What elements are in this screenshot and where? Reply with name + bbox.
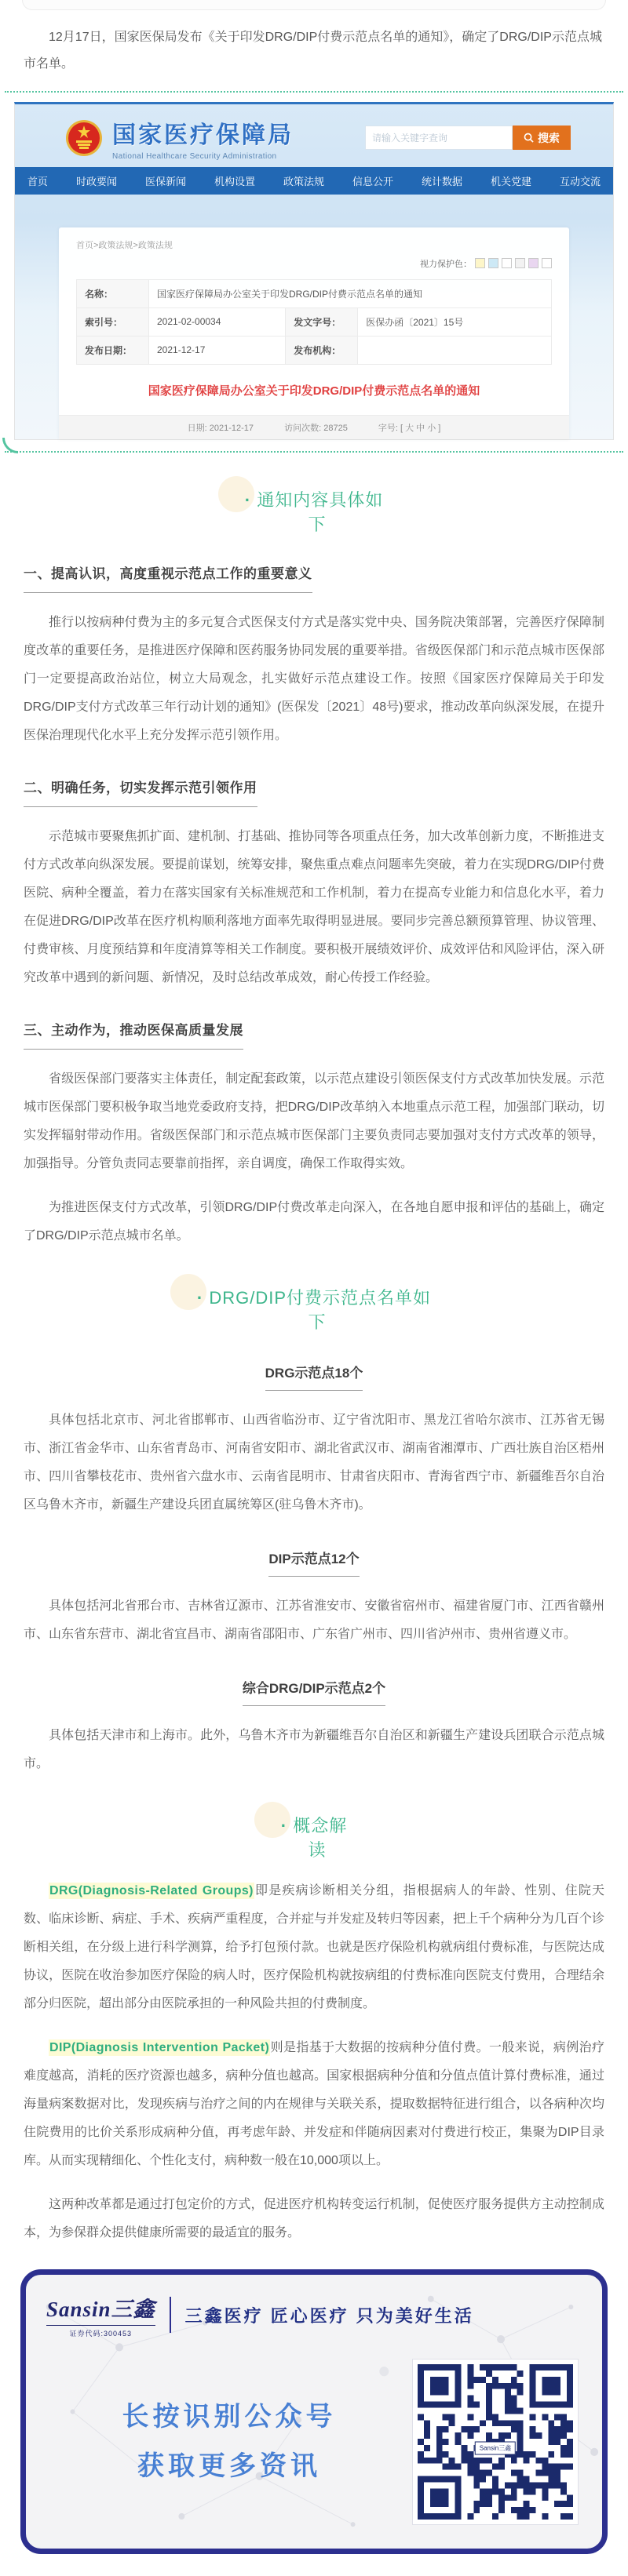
- heading-dip-list: [0, 1548, 628, 1577]
- paragraph-dip-list: 具体包括河北省邢台市、吉林省辽源市、江苏省淮安市、安徽省宿州市、福建省厦门市、江西省赣州市、山东省东营市、湖北省宜昌市、湖南省邵阳市、广东省广州市、四川省泸州市、贵州省遵义市。: [24, 1599, 604, 1641]
- search-input[interactable]: [365, 126, 513, 150]
- meta-name-value: 国家医疗保障局办公室关于印发DRG/DIP付费示范点名单的通知: [149, 279, 552, 307]
- info-visits: 访问次数: 28725: [284, 423, 348, 433]
- breadcrumb[interactable]: 首页>政策法规>政策法规: [76, 240, 173, 250]
- document-info-bar: [59, 415, 569, 439]
- eye-color-swatch[interactable]: [515, 258, 525, 268]
- green-corner-decoration: [2, 438, 18, 453]
- heading-drg-list: [0, 1362, 628, 1391]
- heading-drg-list-text: DRG示范点18个: [265, 1362, 363, 1391]
- heading-sec2: [24, 777, 604, 807]
- heading-sec3-text: 三、主动作为，推动医保高质量发展: [24, 1019, 243, 1050]
- search-button[interactable]: [513, 126, 571, 150]
- stock-code: 证券代码:300453: [46, 2325, 155, 2338]
- sansin-logo: [46, 2292, 155, 2338]
- gov-hero-background: [15, 195, 613, 227]
- nav-item-statistics[interactable]: 统计数据: [422, 175, 463, 187]
- meta-index-label: 索引号：: [77, 307, 149, 336]
- meta-docno-label: 发文字号：: [286, 307, 358, 336]
- paragraph-sec1: 推行以按病种付费为主的多元复合式医保支付方式是落实党中央、国务院决策部署，完善医疗保障制度改革的重要任务，是推进医疗保障和医药服务协同发展的重要举措。省级医保部门和示范点城市医保部门一定要提高政治站位，树立大局观念，扎实做好示范点建设工作。按照《国家医疗保障局关于印发DRG/DIP支付方式改革三年行动计划的通知》(医保发〔2021〕48号)要求，推动改革向纵深发展，在提升医保治理现代化水平上充分发挥示范引领作用。: [24, 615, 604, 742]
- intro-paragraph: 12月17日，国家医保局发布《关于印发DRG/DIP付费示范点名单的通知》，确定了DRG/DIP示范点城市名单。: [24, 31, 602, 71]
- eye-color-swatch[interactable]: [488, 258, 498, 268]
- drg-term-highlight: DRG(Diagnosis-Related Groups): [49, 1883, 254, 1897]
- gov-site-screenshot: [5, 91, 623, 453]
- heading-sec1: [24, 562, 604, 593]
- dip-term-highlight: DIP(Diagnosis Intervention Packet): [49, 2040, 270, 2054]
- brand-banner: [20, 2269, 608, 2554]
- search-button-label: 搜索: [538, 131, 560, 144]
- vertical-divider: [170, 2297, 171, 2333]
- document-meta-table: [76, 279, 552, 365]
- meta-docno-value: 医保办函〔2021〕15号: [358, 307, 552, 336]
- gov-content-card: [59, 227, 569, 439]
- nav-item-medical-news[interactable]: 医保新闻: [144, 175, 186, 187]
- heading-dip-list-text: DIP示范点12个: [268, 1548, 359, 1577]
- paragraph-sec2: 示范城市要聚焦抓扩面、建机制、打基础、推协同等各项重点任务，加大改革创新力度，不断推进支付方式改革向纵深发展。要提前谋划，统筹安排，聚焦重点难点问题率先突破，着力在实现DRG/DIP付费医院、病种全覆盖，着力在落实国家有关标准规范和工作机制，着力在提高专业能力和信息化水平，着力在促进DRG/DIP改革在医疗机构顺利落地方面率先取得明显进展。要同步完善总额预算管理、协议管理、付费审核、月度预结算和年度清算等相关工作制度。要积极开展绩效评价、成效评估和风险评估，深入研究改革中遇到的新问题、新情况，及时总结改革成效，耐心传授工作经验。: [24, 829, 604, 984]
- heading-sec2-text: 二、明确任务，切实发挥示范引领作用: [24, 777, 257, 807]
- meta-org-value: [358, 336, 552, 364]
- paragraph-sec3: 省级医保部门要落实主体责任，制定配套政策，以示范点建设引领医保支付方式改革加快发展。示范城市医保部门要积极争取当地党委政府支持，把DRG/DIP改革纳入本地重点示范工程，加强部门联动，切实发挥辐射带动作用。省级医保部门和示范点城市医保部门主要负责同志要加强对支付方式改革的领导，加强指导。分管负责同志要靠前指挥，亲自调度，确保工作取得实效。: [24, 1072, 604, 1170]
- search-icon: [524, 133, 534, 143]
- nav-item-organization[interactable]: 机构设置: [214, 175, 255, 187]
- heading-combo-list-text: 综合DRG/DIP示范点2个: [243, 1677, 385, 1706]
- nav-item-info-disclosure[interactable]: 信息公开: [352, 175, 394, 187]
- meta-index-value: 2021-02-00034: [149, 307, 286, 336]
- national-emblem-icon: [65, 119, 103, 157]
- section-header-concept: [0, 1806, 628, 1861]
- nav-item-interaction[interactable]: 互动交流: [560, 175, 601, 187]
- cta-line1: 长按识别公众号: [122, 2401, 337, 2432]
- meta-date-label: 发布日期：: [77, 336, 149, 364]
- heading-sec3: [24, 1019, 604, 1050]
- gov-site-header: [15, 104, 613, 167]
- font-size-controls[interactable]: 字号: [ 大 中 小 ]: [378, 423, 441, 433]
- qr-center-label: Sansin三鑫: [475, 2442, 516, 2455]
- paragraph-concept-dip: [24, 2034, 604, 2175]
- nav-item-policies[interactable]: 政策法规: [283, 175, 324, 187]
- heading-combo-list: [0, 1677, 628, 1706]
- eye-color-swatch[interactable]: [475, 258, 485, 268]
- drg-definition: 即是疾病诊断相关分组，指根据病人的年龄、性别、住院天数、临床诊断、病症、手术、疾病严重程度，合并症与并发症及转归等因素，把上千个病种分为几百个诊断相关组，在分级上进行科学测算，给予打包预付款。也就是医疗保险机构就病组付费标准，与医院达成协议，医院在收治参加医疗保险的病人时，医疗保险机构就按病组的付费标准向医院支付费用，合理结余部分归医院，超出部分由医院承担的一种风险共担的付费制度。: [24, 1883, 604, 2010]
- gov-site-title: 国家医疗保障局: [112, 122, 294, 148]
- section-header-notice-text: · 通知内容具体如下: [245, 490, 383, 534]
- paragraph-drg-list: 具体包括北京市、河北省邯郸市、山西省临汾市、辽宁省沈阳市、黑龙江省哈尔滨市、江苏省无锡市、浙江省金华市、山东省青岛市、河南省安阳市、湖北省武汉市、湖南省湘潭市、广西壮族自治区梧州市、四川省攀枝花市、贵州省六盘水市、云南省昆明市、甘肃省庆阳市、青海省西宁市、新疆维吾尔自治区乌鲁木齐市，新疆生产建设兵团直属统筹区(驻乌鲁木齐市)。: [24, 1413, 604, 1512]
- nav-item-party-building[interactable]: 机关党建: [491, 175, 532, 187]
- qr-code: [412, 2359, 579, 2525]
- section-header-notice: [0, 481, 628, 536]
- sansin-logo-text: Sansin三鑫: [46, 2297, 155, 2321]
- paragraph-concept-drg: [24, 1877, 604, 2018]
- section-header-list-text: · DRG/DIP付费示范点名单如下: [197, 1288, 431, 1332]
- section-header-list: [0, 1279, 628, 1333]
- qr-call-to-action: [46, 2392, 412, 2491]
- gov-nav-bar: [15, 167, 613, 195]
- paragraph-bridge: 为推进医保支付方式改革，引领DRG/DIP付费改革走向深入，在各地自愿申报和评估的基础上，确定了DRG/DIP示范点城市名单。: [24, 1200, 604, 1243]
- document-title: 国家医疗保障局办公室关于印发DRG/DIP付费示范点名单的通知: [148, 384, 480, 398]
- paragraph-combo-list: 具体包括天津市和上海市。此外，乌鲁木齐市为新疆维吾尔自治区和新疆生产建设兵团联合示范点城市。: [24, 1728, 604, 1770]
- cta-line2: 获取更多资讯: [137, 2450, 321, 2481]
- paragraph-closing: 这两种改革都是通过打包定价的方式，促进医疗机构转变运行机制，促使医疗服务提供方主动控制成本，为参保群众提供健康所需要的最适宜的服务。: [24, 2197, 604, 2239]
- meta-org-label: 发布机构：: [286, 336, 358, 364]
- eye-protect-label: 视力保护色：: [420, 259, 472, 269]
- nav-item-politics-news[interactable]: 时政要闻: [75, 175, 117, 187]
- nav-item-home[interactable]: 首页: [27, 175, 48, 187]
- previous-card-edge: [22, 0, 606, 10]
- eye-color-swatch[interactable]: [528, 258, 539, 268]
- banner-slogan: 三鑫医疗 匠心医疗 只为美好生活: [184, 2305, 474, 2326]
- gov-site-subtitle: National Healthcare Security Administration: [112, 151, 277, 161]
- meta-name-label: 名称：: [77, 279, 149, 307]
- meta-date-value: 2021-12-17: [149, 336, 286, 364]
- eye-color-swatch[interactable]: [542, 258, 552, 268]
- dip-definition: 则是指基于大数据的按病种分值付费。一般来说，病例治疗难度越高，消耗的医疗资源也越多，病种分值也越高。国家根据病种分值和分值点值计算付费标准，通过海量病案数据对比，发现疾病与治疗之间的内在规律与关联关系，提取数据特征进行组合，以各病种次均住院费用的比价关系形成病种分值，再考虑年龄、并发症和伴随病因素对付费进行校正，集聚为DIP目录库。从而实现精细化、个性化支付，病种数一般在10,000项以上。: [24, 2040, 604, 2167]
- info-date: 日期: 2021-12-17: [187, 423, 254, 433]
- section-header-concept-text: · 概念解读: [281, 1816, 347, 1860]
- eye-color-swatch[interactable]: [502, 258, 512, 268]
- heading-sec1-text: 一、提高认识，高度重视示范点工作的重要意义: [24, 562, 312, 593]
